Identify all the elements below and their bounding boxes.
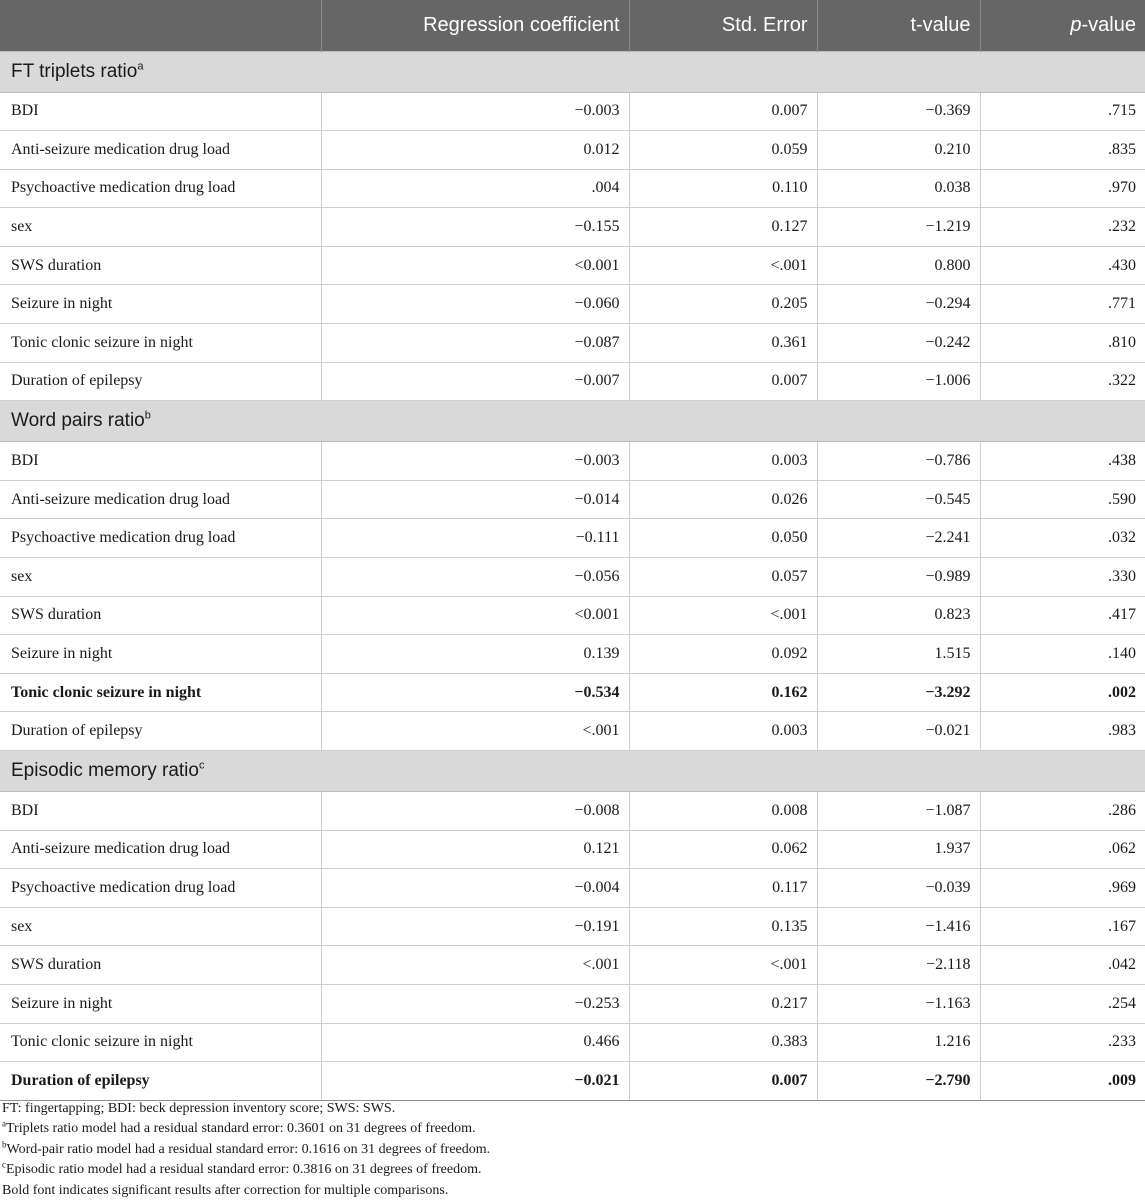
cell-regression-coefficient: 0.139 xyxy=(321,635,629,674)
section-title-cell xyxy=(0,751,1145,792)
table-row xyxy=(0,480,1145,519)
section-title: Word pairs ratio xyxy=(11,410,145,432)
cell-t-value: −1.087 xyxy=(817,792,980,831)
row-label: SWS duration xyxy=(0,946,321,985)
table-row xyxy=(0,673,1145,712)
header-label-cell xyxy=(0,0,321,51)
cell-t-value: −3.292 xyxy=(817,673,980,712)
footnote-mark: b xyxy=(2,1139,7,1150)
table-row xyxy=(0,869,1145,908)
cell-p-value: .009 xyxy=(980,1062,1145,1101)
table-header xyxy=(0,0,1145,51)
table-row xyxy=(0,946,1145,985)
footnote-line xyxy=(2,1160,1142,1180)
table-row xyxy=(0,246,1145,285)
cell-t-value: −1.163 xyxy=(817,984,980,1023)
footnote-mark: c xyxy=(2,1159,6,1170)
cell-regression-coefficient: <0.001 xyxy=(321,246,629,285)
cell-std-error: 0.092 xyxy=(629,635,817,674)
cell-std-error: 0.007 xyxy=(629,362,817,401)
table-footnotes xyxy=(0,1099,1142,1201)
row-label: SWS duration xyxy=(0,246,321,285)
cell-t-value: 1.515 xyxy=(817,635,980,674)
row-label: BDI xyxy=(0,442,321,481)
table-row xyxy=(0,442,1145,481)
cell-p-value: .835 xyxy=(980,131,1145,170)
cell-p-value: .062 xyxy=(980,830,1145,869)
cell-t-value: −1.006 xyxy=(817,362,980,401)
section-header-row xyxy=(0,51,1145,92)
header-row xyxy=(0,0,1145,51)
row-label: SWS duration xyxy=(0,596,321,635)
cell-p-value: .140 xyxy=(980,635,1145,674)
cell-std-error: 0.110 xyxy=(629,169,817,208)
footnote-text: Triplets ratio model had a residual standard error: 0.3601 on 31 degrees of freedom. xyxy=(6,1121,476,1137)
cell-regression-coefficient: −0.111 xyxy=(321,519,629,558)
cell-t-value: −0.294 xyxy=(817,285,980,324)
table-row xyxy=(0,362,1145,401)
cell-t-value: −0.369 xyxy=(817,92,980,131)
row-label: Anti-seizure medication drug load xyxy=(0,131,321,170)
table-row xyxy=(0,635,1145,674)
cell-std-error: 0.361 xyxy=(629,324,817,363)
cell-regression-coefficient: −0.003 xyxy=(321,92,629,131)
footnote-line xyxy=(2,1140,1142,1160)
cell-regression-coefficient: −0.014 xyxy=(321,480,629,519)
row-label: sex xyxy=(0,208,321,247)
section-footnote-mark: a xyxy=(137,60,144,73)
cell-std-error: 0.127 xyxy=(629,208,817,247)
table-row xyxy=(0,1062,1145,1101)
cell-t-value: 1.937 xyxy=(817,830,980,869)
footnote-line xyxy=(2,1181,1142,1201)
table-row xyxy=(0,131,1145,170)
row-label: Seizure in night xyxy=(0,285,321,324)
cell-regression-coefficient: <.001 xyxy=(321,946,629,985)
cell-std-error: <.001 xyxy=(629,596,817,635)
section-header-row xyxy=(0,401,1145,442)
cell-std-error: 0.007 xyxy=(629,92,817,131)
cell-p-value: .969 xyxy=(980,869,1145,908)
cell-p-value: .167 xyxy=(980,907,1145,946)
cell-p-value: .322 xyxy=(980,362,1145,401)
row-label: BDI xyxy=(0,92,321,131)
table-row xyxy=(0,519,1145,558)
table-row xyxy=(0,285,1145,324)
table-row xyxy=(0,558,1145,597)
footnote-text: Bold font indicates significant results after correction for multiple comparisons. xyxy=(2,1182,449,1198)
footnote-line xyxy=(2,1119,1142,1139)
cell-std-error: 0.050 xyxy=(629,519,817,558)
cell-t-value: −0.039 xyxy=(817,869,980,908)
cell-regression-coefficient: 0.012 xyxy=(321,131,629,170)
row-label: Tonic clonic seizure in night xyxy=(0,673,321,712)
cell-t-value: 0.210 xyxy=(817,131,980,170)
section-footnote-mark: b xyxy=(144,409,151,422)
table-row xyxy=(0,792,1145,831)
table-row xyxy=(0,92,1145,131)
table-row xyxy=(0,596,1145,635)
cell-std-error: 0.059 xyxy=(629,131,817,170)
cell-regression-coefficient: −0.008 xyxy=(321,792,629,831)
cell-p-value: .771 xyxy=(980,285,1145,324)
header-p-italic: p xyxy=(1070,13,1082,36)
footnote-text: Word-pair ratio model had a residual standard error: 0.1616 on 31 degrees of freedom. xyxy=(6,1141,491,1157)
cell-std-error: 0.217 xyxy=(629,984,817,1023)
row-label: Tonic clonic seizure in night xyxy=(0,1023,321,1062)
cell-p-value: .438 xyxy=(980,442,1145,481)
cell-t-value: −2.118 xyxy=(817,946,980,985)
cell-std-error: 0.117 xyxy=(629,869,817,908)
cell-std-error: 0.007 xyxy=(629,1062,817,1101)
cell-t-value: −2.790 xyxy=(817,1062,980,1101)
footnote-line xyxy=(2,1099,1142,1119)
cell-t-value: 0.823 xyxy=(817,596,980,635)
cell-std-error: <.001 xyxy=(629,946,817,985)
row-label: sex xyxy=(0,907,321,946)
header-t-value: t-value xyxy=(817,0,980,51)
row-label: Psychoactive medication drug load xyxy=(0,169,321,208)
cell-regression-coefficient: −0.155 xyxy=(321,208,629,247)
section-title: Episodic memory ratio xyxy=(11,760,199,781)
table-body xyxy=(0,51,1145,1100)
cell-regression-coefficient: −0.021 xyxy=(321,1062,629,1101)
table-row xyxy=(0,1023,1145,1062)
cell-p-value: .254 xyxy=(980,984,1145,1023)
cell-regression-coefficient: −0.060 xyxy=(321,285,629,324)
cell-p-value: .810 xyxy=(980,324,1145,363)
cell-regression-coefficient: −0.003 xyxy=(321,442,629,481)
cell-std-error: 0.008 xyxy=(629,792,817,831)
table-row xyxy=(0,324,1145,363)
cell-t-value: −0.989 xyxy=(817,558,980,597)
cell-std-error: 0.026 xyxy=(629,480,817,519)
cell-p-value: .286 xyxy=(980,792,1145,831)
cell-regression-coefficient: 0.466 xyxy=(321,1023,629,1062)
cell-p-value: .233 xyxy=(980,1023,1145,1062)
row-label: Duration of epilepsy xyxy=(0,362,321,401)
cell-p-value: .590 xyxy=(980,480,1145,519)
cell-std-error: 0.383 xyxy=(629,1023,817,1062)
cell-p-value: .970 xyxy=(980,169,1145,208)
cell-regression-coefficient: −0.534 xyxy=(321,673,629,712)
row-label: BDI xyxy=(0,792,321,831)
cell-t-value: −0.242 xyxy=(817,324,980,363)
cell-regression-coefficient: −0.004 xyxy=(321,869,629,908)
row-label: Anti-seizure medication drug load xyxy=(0,480,321,519)
footnote-mark: a xyxy=(2,1118,6,1129)
cell-std-error: 0.003 xyxy=(629,442,817,481)
cell-regression-coefficient: −0.007 xyxy=(321,362,629,401)
table-row xyxy=(0,169,1145,208)
row-label: Duration of epilepsy xyxy=(0,712,321,751)
cell-regression-coefficient: −0.191 xyxy=(321,907,629,946)
section-title-cell xyxy=(0,401,1145,442)
header-regression-coefficient: Regression coefficient xyxy=(321,0,629,51)
table-row xyxy=(0,712,1145,751)
row-label: Psychoactive medication drug load xyxy=(0,519,321,558)
cell-t-value: −0.021 xyxy=(817,712,980,751)
footnote-text: FT: fingertapping; BDI: beck depression inventory score; SWS: SWS. xyxy=(2,1101,396,1116)
header-p-suffix: -value xyxy=(1081,13,1136,36)
cell-std-error: 0.162 xyxy=(629,673,817,712)
row-label: Seizure in night xyxy=(0,635,321,674)
row-label: Tonic clonic seizure in night xyxy=(0,324,321,363)
cell-regression-coefficient: 0.121 xyxy=(321,830,629,869)
footnote-text: Episodic ratio model had a residual standard error: 0.3816 on 31 degrees of freedom. xyxy=(6,1162,482,1178)
cell-regression-coefficient: −0.056 xyxy=(321,558,629,597)
cell-regression-coefficient: .004 xyxy=(321,169,629,208)
row-label: sex xyxy=(0,558,321,597)
header-std-error: Std. Error xyxy=(629,0,817,51)
cell-t-value: −0.545 xyxy=(817,480,980,519)
cell-std-error: 0.205 xyxy=(629,285,817,324)
row-label: Seizure in night xyxy=(0,984,321,1023)
section-footnote-mark: c xyxy=(198,759,205,772)
cell-regression-coefficient: <0.001 xyxy=(321,596,629,635)
cell-t-value: 1.216 xyxy=(817,1023,980,1062)
cell-p-value: .232 xyxy=(980,208,1145,247)
cell-std-error: 0.057 xyxy=(629,558,817,597)
cell-std-error: 0.062 xyxy=(629,830,817,869)
cell-std-error: <.001 xyxy=(629,246,817,285)
header-p-value xyxy=(980,0,1145,51)
cell-std-error: 0.003 xyxy=(629,712,817,751)
cell-t-value: −0.786 xyxy=(817,442,980,481)
cell-t-value: 0.038 xyxy=(817,169,980,208)
section-title: FT triplets ratio xyxy=(11,60,138,82)
row-label: Psychoactive medication drug load xyxy=(0,869,321,908)
table-row xyxy=(0,830,1145,869)
cell-t-value: −1.219 xyxy=(817,208,980,247)
cell-p-value: .002 xyxy=(980,673,1145,712)
row-label: Duration of epilepsy xyxy=(0,1062,321,1101)
table-row xyxy=(0,208,1145,247)
row-label: Anti-seizure medication drug load xyxy=(0,830,321,869)
cell-p-value: .330 xyxy=(980,558,1145,597)
cell-p-value: .983 xyxy=(980,712,1145,751)
cell-t-value: 0.800 xyxy=(817,246,980,285)
cell-std-error: 0.135 xyxy=(629,907,817,946)
table-row xyxy=(0,907,1145,946)
cell-p-value: .715 xyxy=(980,92,1145,131)
section-title-cell xyxy=(0,51,1145,92)
cell-p-value: .032 xyxy=(980,519,1145,558)
table-row xyxy=(0,984,1145,1023)
cell-p-value: .042 xyxy=(980,946,1145,985)
cell-regression-coefficient: −0.087 xyxy=(321,324,629,363)
cell-regression-coefficient: −0.253 xyxy=(321,984,629,1023)
cell-p-value: .417 xyxy=(980,596,1145,635)
cell-regression-coefficient: <.001 xyxy=(321,712,629,751)
cell-t-value: −1.416 xyxy=(817,907,980,946)
cell-p-value: .430 xyxy=(980,246,1145,285)
section-header-row xyxy=(0,751,1145,792)
cell-t-value: −2.241 xyxy=(817,519,980,558)
